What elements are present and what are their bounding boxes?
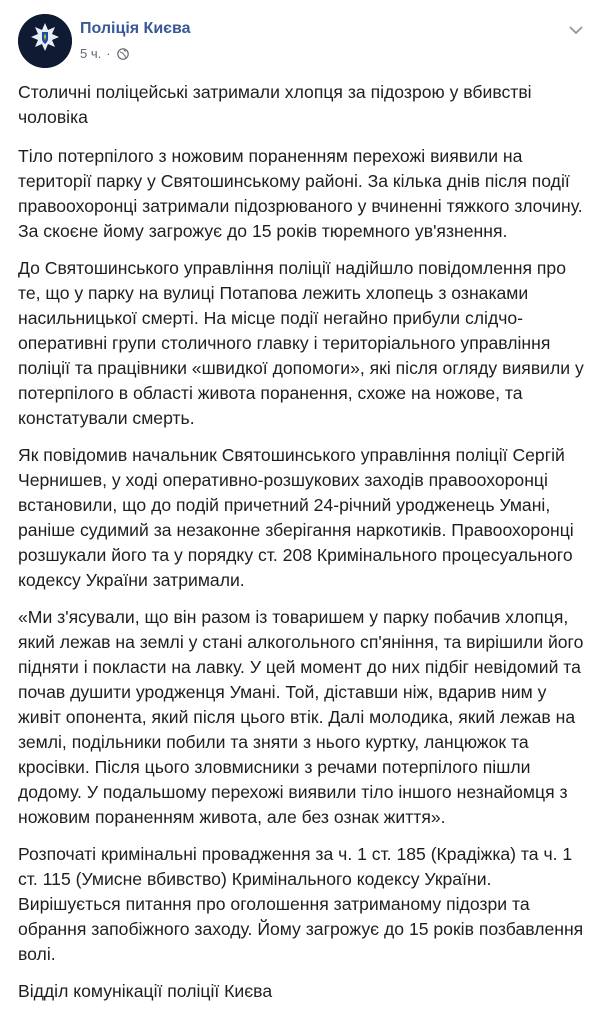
post-paragraph: Тіло потерпілого з ножовим пораненням перехожі виявили на території парку у Святошинському районі. За кілька днів після події правоохоронці затримали підозрюваного у вчиненні тяжкого злочину. За скоєне йому загрожує до 15 років тюремного ув'язнення. — [18, 146, 583, 241]
post-paragraph-headline: Столичні поліцейські затримали хлопця за підозрою у вбивстві чоловіка — [18, 82, 532, 127]
post-meta — [80, 46, 129, 61]
post-paragraph: Розпочаті кримінальні провадження за ч. 1 ст. 185 (Крадіжка) та ч. 1 ст. 115 (Умисне вбивство) Кримінального кодексу України. Вирішується питання про оголошення затриманому підозри та обрання запобіжного заходу. Йому загрожує до 15 років позбавлення волі. — [18, 844, 584, 964]
page-avatar[interactable] — [18, 14, 72, 68]
separator-dot: · — [106, 46, 111, 61]
post-paragraph: Як повідомив начальник Святошинського управління поліції Сергій Чернишев, у ході оперативно-розшукових заходів правоохоронці встановили, що до подій причетний 24-річний уродженець Умані, раніше судимий за незаконне зберігання наркотиків. Правоохоронці розшукали його та у порядку ст. 208 Кримінального процесуального кодексу України затримали. — [18, 445, 574, 590]
post-body — [18, 80, 584, 1016]
globe-icon[interactable] — [117, 48, 129, 60]
chevron-down-icon[interactable] — [564, 20, 588, 40]
police-badge-icon — [18, 14, 72, 68]
page-name-link[interactable]: Поліція Києва — [80, 20, 191, 37]
post-header — [18, 10, 588, 66]
post-timestamp[interactable]: 5 ч. — [80, 46, 102, 61]
post-paragraph-quote: «Ми з'ясували, що він разом із товаришем у парку побачив хлопця, який лежав на землі у стані алкогольного сп'яніння, та вирішили його підняти і покласти на лавку. У цей момент до них підбіг невідомий та почав душити уродженця Умані. Той, діставши ніж, вдарив ним у живіт опонента, який після цього втік. Далі молодика, який лежав на землі, подільники побили та зняти з нього куртку, ланцюжок та кросівки. Після цього зловмисники з речами потерпілого пішли додому. У подальшому перехожі виявили тіло іншого незнайомця з ножовим пораненням живота, але без ознак життя». — [18, 607, 584, 827]
post-paragraph: До Святошинського управління поліції надійшло повідомлення про те, що у парку на вулиці Потапова лежить хлопець з ознаками насильницької смерті. На місце події негайно прибули слідчо-оперативні групи столичного главку і територіального управління поліції та працівники «швидкої допомоги», які після огляду виявили у потерпілого в області живота поранення, схоже на ножове, та констатували смерть. — [18, 258, 584, 428]
post-signature: Відділ комунікації поліції Києва — [18, 981, 273, 1001]
